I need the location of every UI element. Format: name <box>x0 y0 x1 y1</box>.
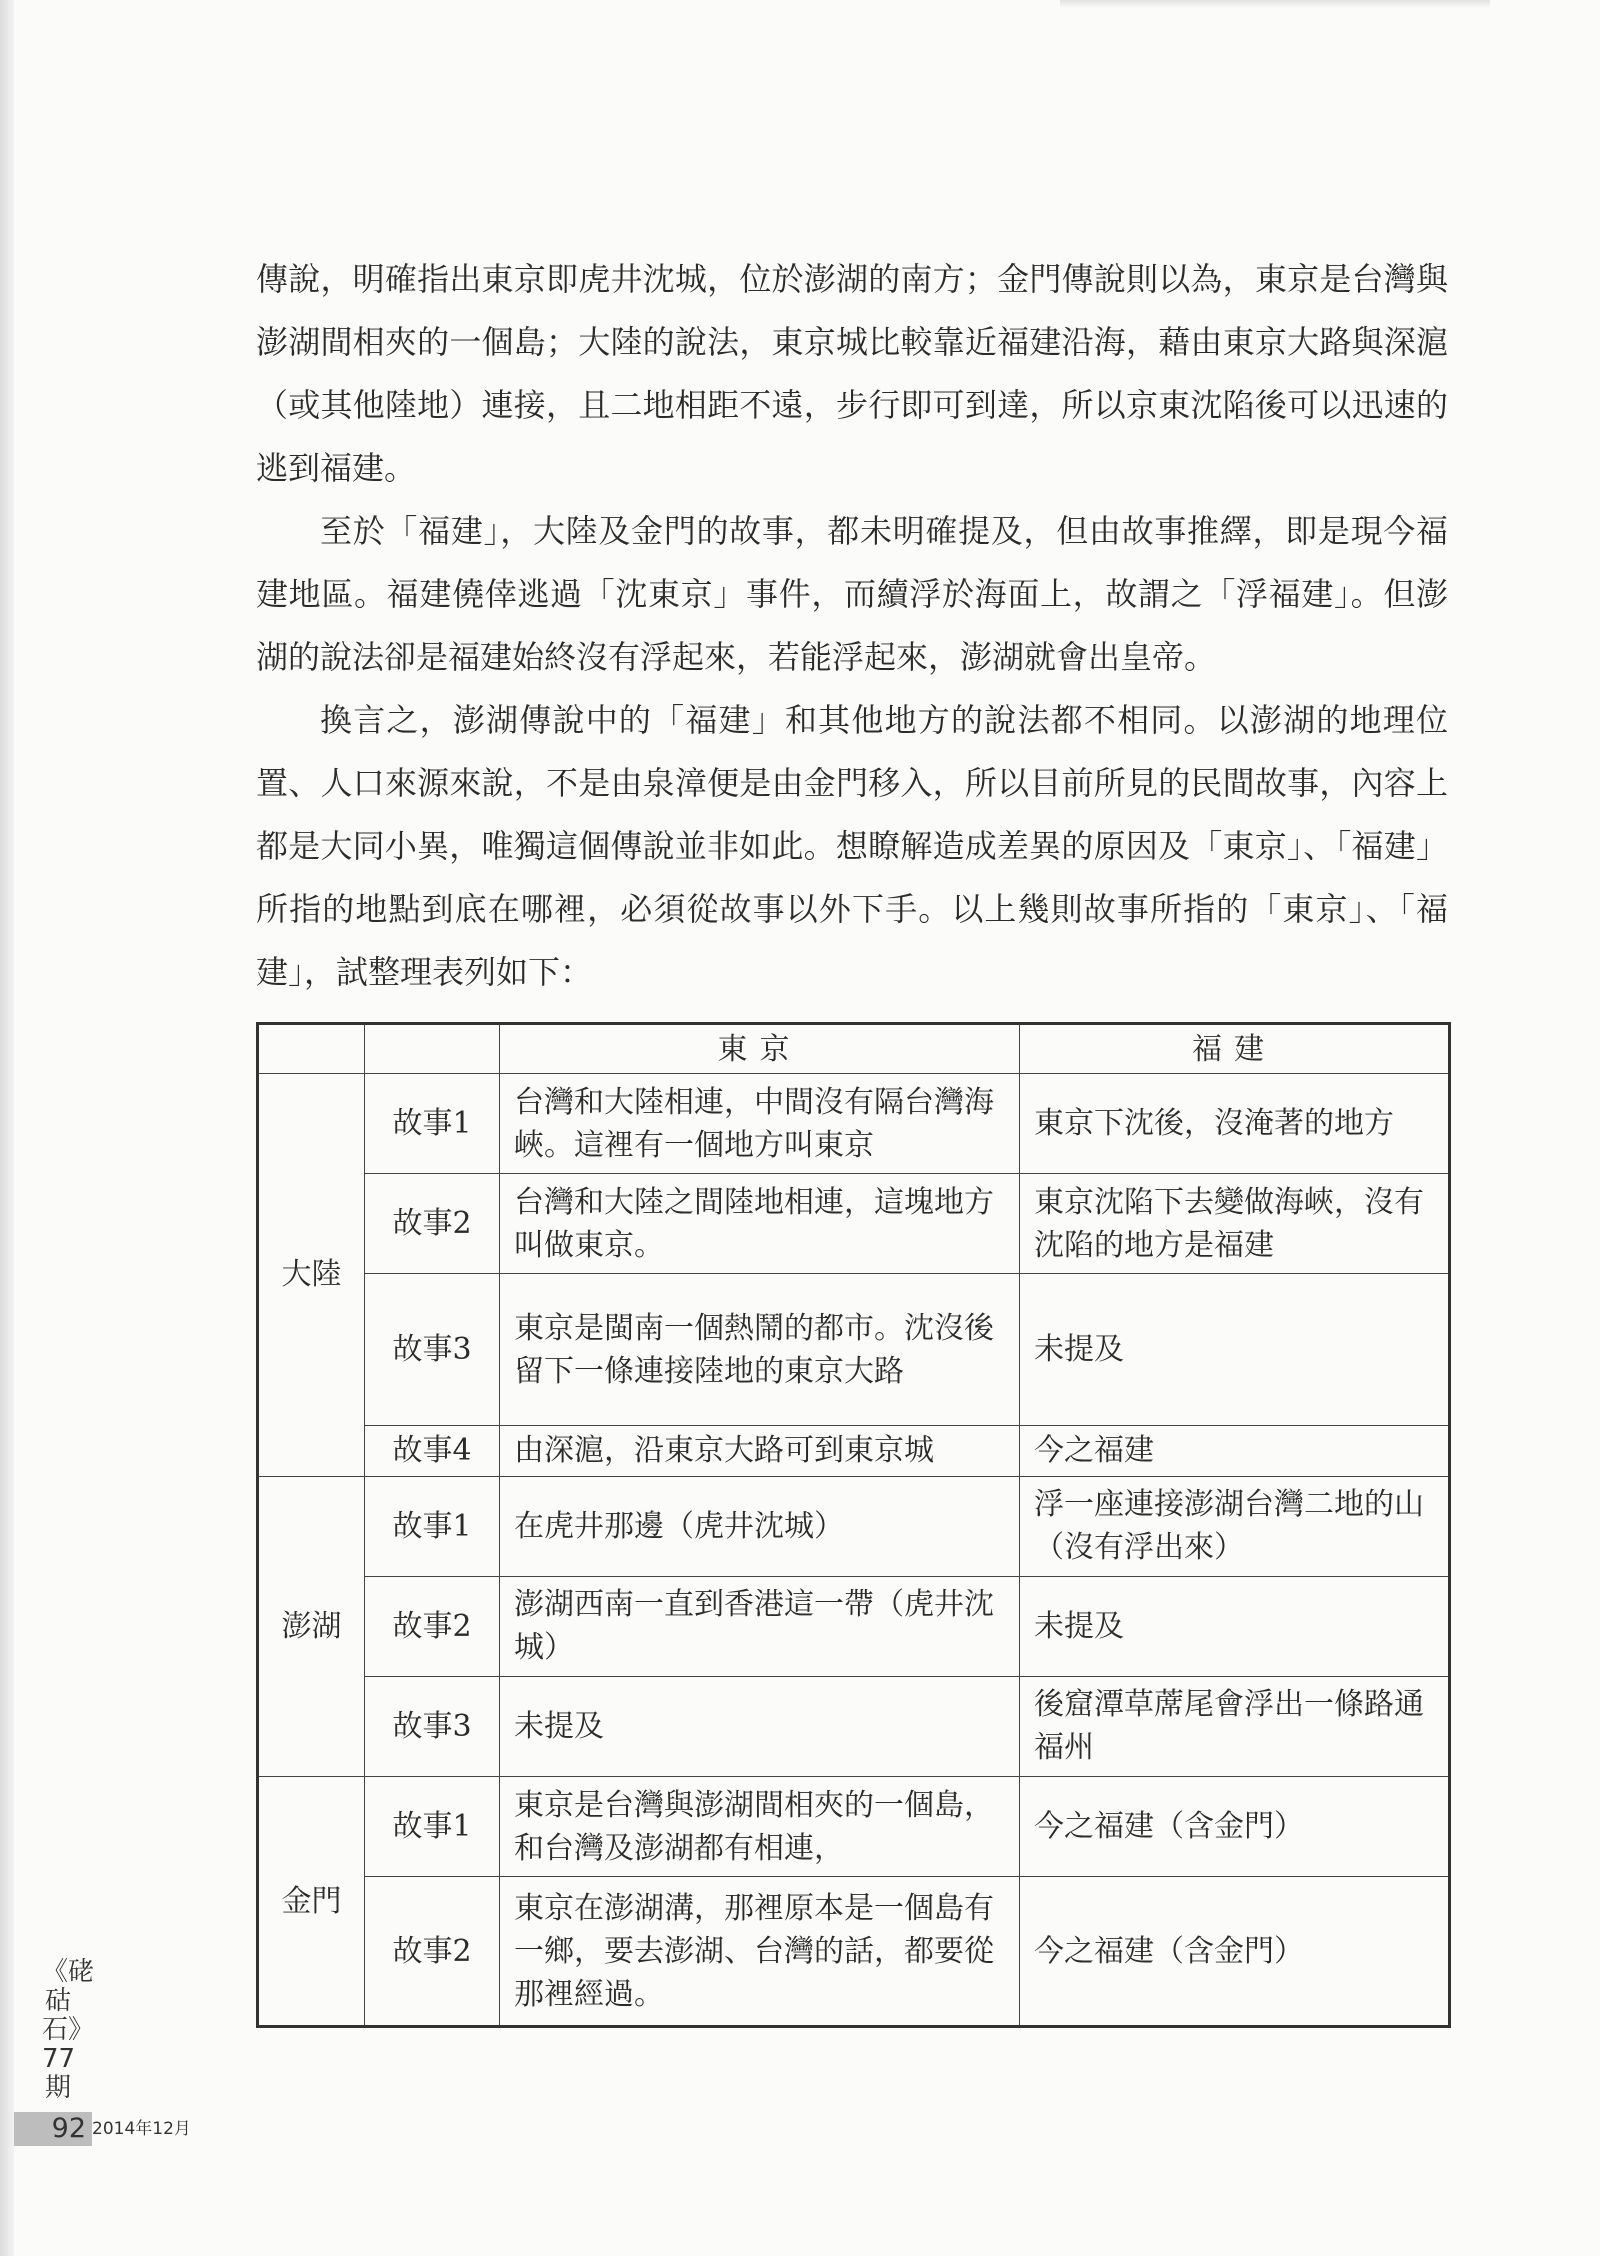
issue-date: 2014年12月 <box>92 2119 191 2139</box>
binding-gutter <box>0 0 14 2256</box>
story-cell: 故事3 <box>365 1274 500 1426</box>
story-cell: 故事2 <box>365 1174 500 1274</box>
tokyo-cell: 在虎井那邊（虎井沈城） <box>500 1476 1020 1576</box>
paragraph: 傳說，明確指出東京即虎井沈城，位於澎湖的南方；金門傳說則以為，東京是台灣與澎湖間相夾的一個島；大陸的說法，東京城比較靠近福建沿海，藉由東京大路與深滬（或其他陸地）連接，且二地相距不遠，步行即可到達，所以京東沈陷後可以迅速的逃到福建。 <box>256 260 1448 487</box>
page-number: 92 <box>14 2112 92 2146</box>
tokyo-cell: 東京是閩南一個熱鬧的都市。沈沒後留下一條連接陸地的東京大路 <box>500 1274 1020 1426</box>
header-cell-fujian: 福建 <box>1020 1024 1450 1074</box>
paragraph: 至於「福建」，大陸及金門的故事，都未明確提及，但由故事推繹，即是現今福建地區。福建僥倖逃過「沈東京」事件，而續浮於海面上，故謂之「浮福建」。但澎湖的說法卻是福建始終沒有浮起來，若能浮起來，澎湖就會出皇帝。 <box>256 512 1448 676</box>
story-cell: 故事1 <box>365 1476 500 1576</box>
header-cell-tokyo: 東京 <box>500 1024 1020 1074</box>
fujian-cell: 今之福建 <box>1020 1426 1450 1477</box>
table-header-row <box>258 1024 1450 1074</box>
region-cell: 大陸 <box>258 1074 365 1477</box>
body-text <box>256 248 1448 1004</box>
fujian-cell: 未提及 <box>1020 1274 1450 1426</box>
table-row <box>258 1777 1450 1877</box>
table-row <box>258 1576 1450 1676</box>
story-cell: 故事2 <box>365 1877 500 2027</box>
fujian-cell: 浮一座連接澎湖台灣二地的山（沒有浮出來） <box>1020 1476 1450 1576</box>
table-row <box>258 1676 1450 1776</box>
fujian-cell: 東京沈陷下去變做海峽，沒有沈陷的地方是福建 <box>1020 1174 1450 1274</box>
story-cell: 故事2 <box>365 1576 500 1676</box>
table-row <box>258 1476 1450 1576</box>
journal-title: 《硓𥑮石》77期 <box>42 1957 95 2103</box>
fujian-cell: 未提及 <box>1020 1576 1450 1676</box>
tokyo-cell: 澎湖西南一直到香港這一帶（虎井沈城） <box>500 1576 1020 1676</box>
table-row <box>258 1426 1450 1477</box>
tokyo-cell: 未提及 <box>500 1676 1020 1776</box>
tokyo-cell: 由深滬，沿東京大路可到東京城 <box>500 1426 1020 1477</box>
fujian-cell: 後窟潭草蓆尾會浮出一條路通福州 <box>1020 1676 1450 1776</box>
table-row <box>258 1074 1450 1174</box>
scan-shadow <box>1060 0 1490 8</box>
story-cell: 故事1 <box>365 1777 500 1877</box>
story-cell: 故事3 <box>365 1676 500 1776</box>
tokyo-cell: 台灣和大陸相連，中間沒有隔台灣海峽。這裡有一個地方叫東京 <box>500 1074 1020 1174</box>
story-cell: 故事1 <box>365 1074 500 1174</box>
header-cell-story <box>365 1024 500 1074</box>
region-cell: 澎湖 <box>258 1476 365 1776</box>
header-cell-region <box>258 1024 365 1074</box>
table-row <box>258 1174 1450 1274</box>
paragraph: 換言之，澎湖傳說中的「福建」和其他地方的說法都不相同。以澎湖的地理位置、人口來源來說，不是由泉漳便是由金門移入，所以目前所見的民間故事，內容上都是大同小異，唯獨這個傳說並非如此。想瞭解造成差異的原因及「東京」、「福建」所指的地點到底在哪裡，必須從故事以外下手。以上幾則故事所指的「東京」、「福建」，試整理表列如下： <box>256 701 1448 991</box>
fujian-cell: 今之福建（含金門） <box>1020 1877 1450 2027</box>
story-cell: 故事4 <box>365 1426 500 1477</box>
region-cell: 金門 <box>258 1777 365 2027</box>
comparison-table <box>256 1022 1451 2028</box>
fujian-cell: 今之福建（含金門） <box>1020 1777 1450 1877</box>
tokyo-cell: 東京在澎湖溝，那裡原本是一個島有一鄉，要去澎湖、台灣的話，都要從那裡經過。 <box>500 1877 1020 2027</box>
tokyo-cell: 台灣和大陸之間陸地相連，這塊地方叫做東京。 <box>500 1174 1020 1274</box>
fujian-cell: 東京下沈後，沒淹著的地方 <box>1020 1074 1450 1174</box>
table-row <box>258 1274 1450 1426</box>
table-row <box>258 1877 1450 2027</box>
tokyo-cell: 東京是台灣與澎湖間相夾的一個島，和台灣及澎湖都有相連， <box>500 1777 1020 1877</box>
